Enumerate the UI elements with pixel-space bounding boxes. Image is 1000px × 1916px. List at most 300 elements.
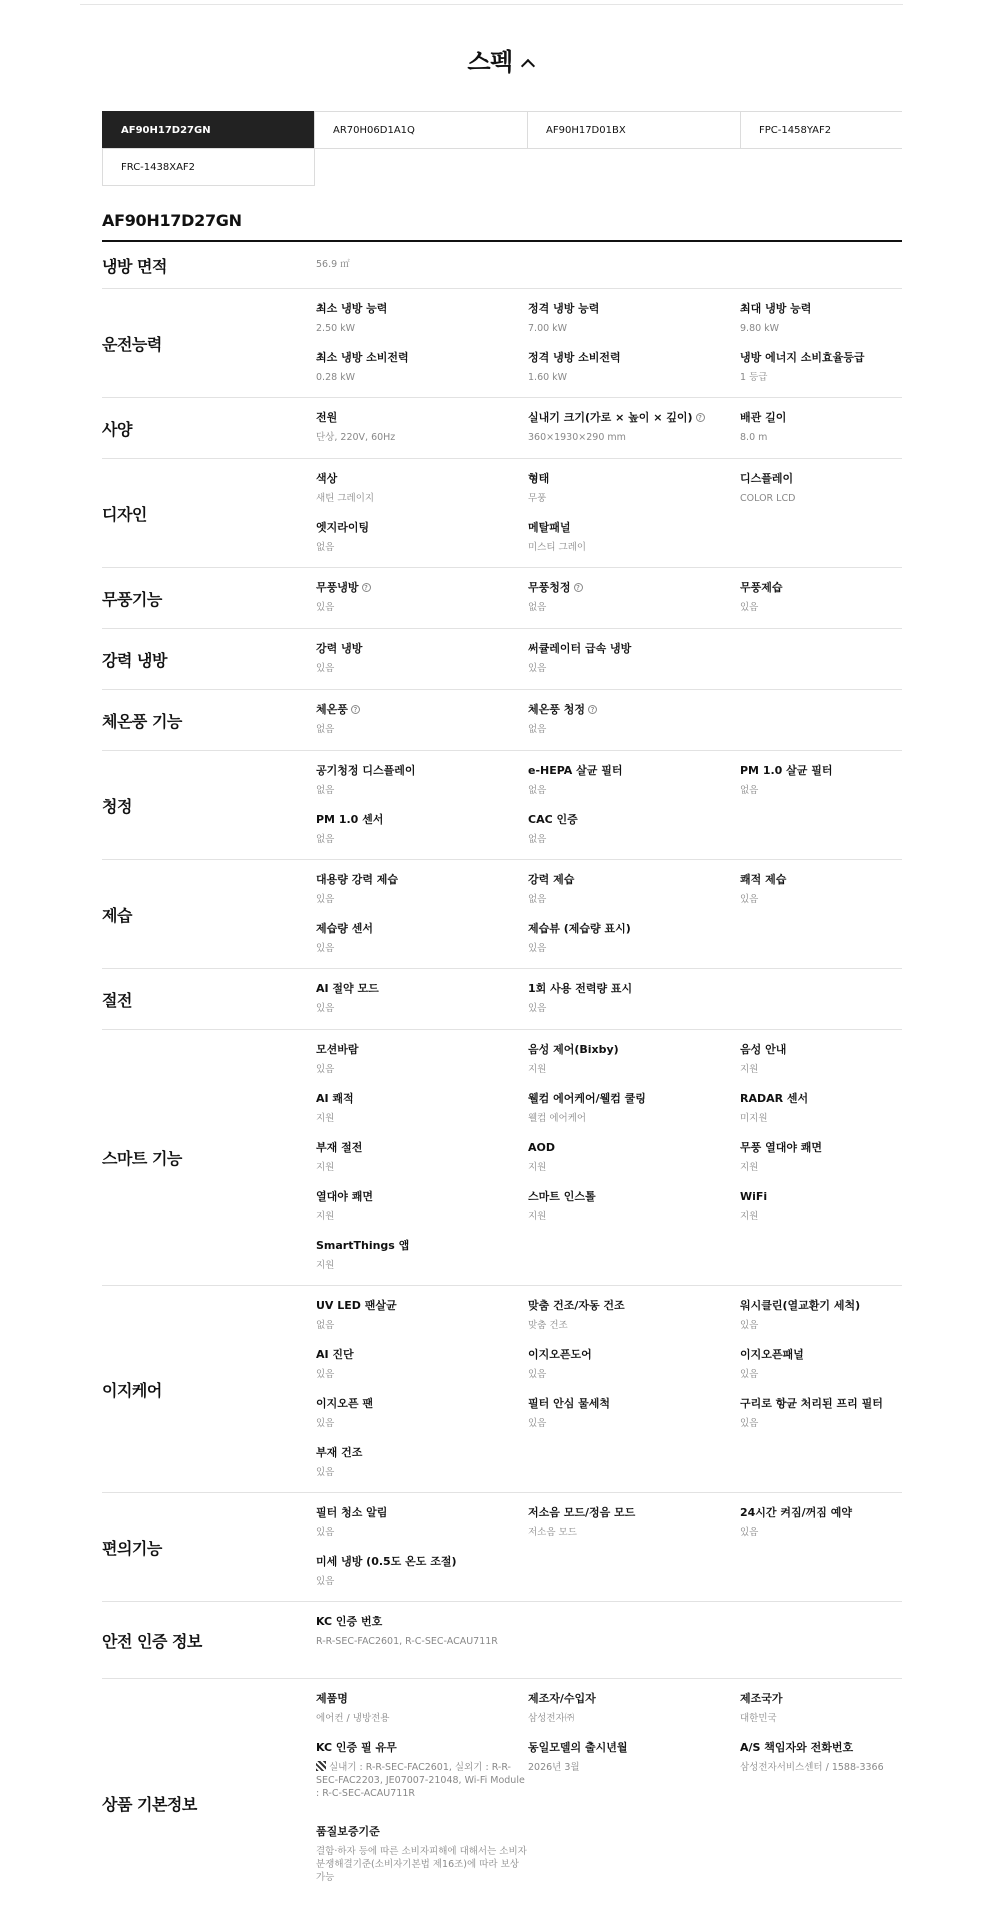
spec-name xyxy=(528,812,740,828)
help-icon[interactable]: ? xyxy=(588,705,597,714)
spec-name xyxy=(528,1042,740,1058)
section-grid xyxy=(316,690,902,751)
spec-name-text: 웰컴 에어케어/웰컴 쿨링 xyxy=(528,1092,646,1105)
spec-value-text: 없음 xyxy=(316,785,335,796)
spec-value-text: 지원 xyxy=(316,1113,335,1124)
section-grid xyxy=(316,751,902,861)
spec-name-text: PM 1.0 살균 필터 xyxy=(740,764,833,777)
spec-value-text: 있음 xyxy=(316,1369,335,1380)
spec-value xyxy=(316,322,528,335)
spec-value xyxy=(528,1063,740,1076)
spec-value-text: 있음 xyxy=(528,943,547,954)
spec-name-text: 대용량 강력 제습 xyxy=(316,873,399,886)
spec-item xyxy=(316,299,528,348)
spec-value xyxy=(316,1466,528,1479)
spec-section xyxy=(102,969,902,1030)
spec-name-text: 필터 청소 알림 xyxy=(316,1506,388,1519)
spec-value xyxy=(316,1210,528,1223)
spec-value xyxy=(528,371,740,384)
spec-name xyxy=(316,1614,528,1630)
spec-name xyxy=(740,763,902,779)
spec-value-text: 없음 xyxy=(528,602,547,613)
spec-name xyxy=(316,471,528,487)
spec-item xyxy=(316,700,528,749)
section-label: 상품 기본정보 xyxy=(102,1795,197,1814)
section-label: 무풍기능 xyxy=(102,589,162,609)
section-grid xyxy=(316,459,902,569)
spec-name-text: 동일모델의 출시년월 xyxy=(528,1741,628,1754)
spec-name xyxy=(316,641,528,657)
spec-item xyxy=(316,348,528,397)
spec-value-text: 없음 xyxy=(528,894,547,905)
spec-name-text: CAC 인증 xyxy=(528,813,578,826)
tab-model-1[interactable]: AF90H17D27GN xyxy=(102,111,315,149)
spec-value xyxy=(316,833,528,846)
spec-section xyxy=(102,1493,902,1602)
spec-name-text: 공기청정 디스플레이 xyxy=(316,764,416,777)
spec-name-text: 품질보증기준 xyxy=(316,1825,380,1838)
spec-name-text: 부재 건조 xyxy=(316,1446,363,1459)
help-icon[interactable]: ? xyxy=(574,583,583,592)
spec-item xyxy=(528,810,740,859)
spec-name-text: 이지오픈 팬 xyxy=(316,1397,373,1410)
spec-value xyxy=(316,662,528,675)
spec-item xyxy=(740,578,902,627)
spec-name xyxy=(528,1140,740,1156)
spec-item xyxy=(316,1138,528,1187)
spec-value-text: 없음 xyxy=(740,785,759,796)
spec-name-text: 무풍 열대야 쾌면 xyxy=(740,1141,823,1154)
spec-item xyxy=(740,1394,902,1443)
spec-name xyxy=(316,1189,528,1205)
section-grid xyxy=(316,1030,902,1287)
spec-name-text: A/S 책임자와 전화번호 xyxy=(740,1741,854,1754)
spec-value-text: 있음 xyxy=(740,1418,759,1429)
spec-value-text: 없음 xyxy=(316,834,335,845)
spec-value-text: 지원 xyxy=(528,1211,547,1222)
spec-value-text: 1.60 kW xyxy=(528,372,568,383)
spec-value-text: R-R-SEC-FAC2601, R-C-SEC-ACAU711R xyxy=(316,1636,498,1647)
spec-value-text: 지원 xyxy=(316,1211,335,1222)
spec-value xyxy=(740,1712,902,1725)
spec-item xyxy=(528,1345,740,1394)
spec-item xyxy=(528,469,740,518)
spec-item xyxy=(528,578,740,627)
spec-value-text: 56.9 ㎡ xyxy=(316,259,350,270)
spec-item xyxy=(528,1089,740,1138)
spec-item xyxy=(740,1138,902,1187)
spec-item xyxy=(316,1612,528,1682)
spec-item xyxy=(316,1345,528,1394)
spec-value xyxy=(740,893,902,906)
section-label: 편의기능 xyxy=(102,1538,162,1558)
spec-name xyxy=(528,1189,740,1205)
spec-value-text: 삼성전자서비스센터 / 1588-3366 xyxy=(740,1762,884,1773)
spec-value xyxy=(528,322,740,335)
spec-name-text: 냉방 에너지 소비효율등급 xyxy=(740,351,865,364)
section-grid xyxy=(316,568,902,629)
spec-item xyxy=(740,469,902,518)
spec-name-text: KC 인증 번호 xyxy=(316,1615,383,1628)
spec-header[interactable] xyxy=(0,42,1000,77)
section-label: 청정 xyxy=(102,796,132,816)
spec-name-text: 음성 안내 xyxy=(740,1043,787,1056)
spec-name-text: 최소 냉방 소비전력 xyxy=(316,351,409,364)
spec-section xyxy=(102,459,902,568)
spec-value xyxy=(740,1526,902,1539)
spec-item xyxy=(740,348,902,397)
spec-name-text: 무풍제습 xyxy=(740,581,783,594)
spec-value-text: 미지원 xyxy=(740,1113,768,1124)
spec-name xyxy=(528,872,740,888)
spec-name xyxy=(528,763,740,779)
tab-model-5[interactable]: FRC-1438XAF2 xyxy=(102,148,315,186)
spec-name xyxy=(528,1505,740,1521)
spec-name-text: 정격 냉방 능력 xyxy=(528,302,600,315)
spec-value-text: 지원 xyxy=(740,1211,759,1222)
spec-item xyxy=(316,1822,528,1883)
spec-title: 스펙 xyxy=(467,48,513,76)
spec-item xyxy=(740,1503,902,1552)
spec-value-text: 있음 xyxy=(316,1418,335,1429)
spec-section xyxy=(102,398,902,459)
section-label: 사양 xyxy=(102,419,132,439)
spec-name xyxy=(528,350,740,366)
spec-name xyxy=(740,1740,902,1756)
spec-name xyxy=(316,301,528,317)
spec-name xyxy=(316,763,528,779)
spec-item xyxy=(528,408,740,457)
spec-item xyxy=(528,639,740,688)
spec-name xyxy=(740,471,902,487)
spec-value xyxy=(528,1002,740,1015)
spec-value-text: COLOR LCD xyxy=(740,493,796,504)
spec-value xyxy=(740,784,902,797)
spec-value xyxy=(740,1368,902,1381)
spec-item xyxy=(528,1040,740,1089)
spec-value xyxy=(740,1112,902,1125)
spec-name-text: RADAR 센서 xyxy=(740,1092,809,1105)
spec-value-text: 결함·하자 등에 따른 소비자피해에 대해서는 소비자분쟁해결기준(소비자기본법 제16조)에 따라 보상가능 xyxy=(316,1846,527,1883)
section-grid xyxy=(316,1493,902,1603)
spec-name xyxy=(528,702,740,718)
spec-value-text: 지원 xyxy=(528,1162,547,1173)
spec-value xyxy=(528,1112,740,1125)
spec-value xyxy=(316,541,528,554)
spec-name-text: 스마트 인스톨 xyxy=(528,1190,596,1203)
section-grid xyxy=(316,629,902,690)
spec-item xyxy=(316,919,528,968)
spec-value-text: 있음 xyxy=(740,1320,759,1331)
help-icon[interactable]: ? xyxy=(696,413,705,422)
spec-item xyxy=(528,1296,740,1345)
tab-model-3[interactable]: AF90H17D01BX xyxy=(527,111,741,149)
spec-name xyxy=(316,872,528,888)
spec-name-text: AI 진단 xyxy=(316,1348,354,1361)
section-grid xyxy=(316,398,902,459)
spec-value xyxy=(316,1575,528,1588)
spec-value-text: 있음 xyxy=(528,1418,547,1429)
spec-value xyxy=(528,1319,740,1332)
spec-item xyxy=(528,919,740,968)
section-grid xyxy=(316,1286,902,1494)
spec-name-text: 강력 제습 xyxy=(528,873,575,886)
spec-name-text: 쾌적 제습 xyxy=(740,873,787,886)
spec-name-text: AI 절약 모드 xyxy=(316,982,379,995)
spec-name-text: 체온풍 xyxy=(316,703,348,716)
spec-value-text: 1 등급 xyxy=(740,372,768,383)
spec-item xyxy=(740,1187,902,1236)
spec-value-text: 있음 xyxy=(740,1527,759,1538)
spec-value-text: 지원 xyxy=(316,1260,335,1271)
spec-name-text: 24시간 켜짐/꺼짐 예약 xyxy=(740,1506,852,1519)
section-label: 스마트 기능 xyxy=(102,1149,182,1168)
qr-code-icon xyxy=(316,1761,326,1771)
spec-value-text: 맞춤 건조 xyxy=(528,1320,568,1331)
spec-name-text: 제습뷰 (제습량 표시) xyxy=(528,922,631,935)
spec-name-text: 제습량 센서 xyxy=(316,922,373,935)
spec-value-text: 없음 xyxy=(316,542,335,553)
spec-name xyxy=(316,1042,528,1058)
spec-value xyxy=(316,893,528,906)
spec-section xyxy=(102,690,902,751)
spec-name xyxy=(316,1445,528,1461)
spec-name-text: 실내기 크기(가로 × 높이 × 깊이) xyxy=(528,411,693,424)
spec-item xyxy=(316,1040,528,1089)
spec-item xyxy=(316,408,528,457)
spec-name xyxy=(316,981,528,997)
spec-name-text: SmartThings 앱 xyxy=(316,1239,410,1252)
spec-item xyxy=(528,348,740,397)
spec-name-text: 모션바람 xyxy=(316,1043,359,1056)
spec-name xyxy=(316,1740,528,1756)
spec-name xyxy=(528,1691,740,1707)
spec-value xyxy=(316,1635,528,1648)
spec-name xyxy=(528,641,740,657)
spec-value-text: 있음 xyxy=(316,1064,335,1075)
spec-name xyxy=(740,1505,902,1521)
spec-value xyxy=(316,1417,528,1430)
spec-name-text: 최소 냉방 능력 xyxy=(316,302,388,315)
spec-name-text: 이지오픈패널 xyxy=(740,1348,804,1361)
spec-name-text: 음성 제어(Bixby) xyxy=(528,1043,619,1056)
spec-item xyxy=(740,1738,902,1787)
spec-section xyxy=(102,289,902,398)
spec-value xyxy=(528,942,740,955)
spec-value-text: 360×1930×290 mm xyxy=(528,432,626,443)
section-grid xyxy=(316,1602,902,1684)
spec-name-text: 구리로 항균 처리된 프리 필터 xyxy=(740,1397,883,1410)
spec-value-text: 있음 xyxy=(316,1467,335,1478)
spec-value xyxy=(316,371,528,384)
spec-name-text: 최대 냉방 능력 xyxy=(740,302,812,315)
spec-name xyxy=(316,812,528,828)
spec-value xyxy=(528,1417,740,1430)
spec-value-text: 지원 xyxy=(528,1064,547,1075)
spec-name-text: 맞춤 건조/자동 건조 xyxy=(528,1299,625,1312)
spec-name-text: 엣지라이팅 xyxy=(316,521,370,534)
spec-name xyxy=(740,350,902,366)
section-label: 강력 냉방 xyxy=(102,650,167,670)
spec-value xyxy=(528,1368,740,1381)
spec-name xyxy=(316,1691,528,1707)
spec-value xyxy=(316,723,528,736)
chevron-up-icon[interactable] xyxy=(521,59,535,73)
spec-name xyxy=(316,1347,528,1363)
spec-item xyxy=(528,299,740,348)
spec-value xyxy=(528,1526,740,1539)
spec-name-text: 형태 xyxy=(528,472,550,485)
spec-name xyxy=(528,1396,740,1412)
spec-value xyxy=(528,662,740,675)
spec-value xyxy=(740,492,902,505)
spec-name-text: 배관 길이 xyxy=(740,411,787,424)
spec-name xyxy=(740,1042,902,1058)
spec-value xyxy=(528,833,740,846)
spec-name-text: 메탈패널 xyxy=(528,521,571,534)
spec-name xyxy=(740,1396,902,1412)
help-icon[interactable]: ? xyxy=(362,583,371,592)
spec-name-text: 무풍냉방 xyxy=(316,581,359,594)
spec-item xyxy=(740,1689,902,1738)
spec-item xyxy=(316,1089,528,1138)
spec-name xyxy=(316,1238,528,1254)
spec-value-text: 있음 xyxy=(740,1369,759,1380)
spec-value xyxy=(740,431,902,444)
spec-name xyxy=(316,1554,528,1570)
spec-name xyxy=(528,471,740,487)
spec-value xyxy=(528,784,740,797)
spec-name-text: 부재 절전 xyxy=(316,1141,363,1154)
spec-value-text: 지원 xyxy=(740,1162,759,1173)
spec-value-text: 있음 xyxy=(316,1527,335,1538)
tab-model-4[interactable]: FPC-1458YAF2 xyxy=(740,111,902,149)
spec-value xyxy=(316,942,528,955)
spec-name-text: 정격 냉방 소비전력 xyxy=(528,351,621,364)
spec-name xyxy=(316,1091,528,1107)
spec-name-text: 전원 xyxy=(316,411,338,424)
spec-item xyxy=(316,1689,528,1738)
spec-name-text: 필터 안심 물세척 xyxy=(528,1397,611,1410)
spec-item xyxy=(316,1552,528,1601)
section-grid xyxy=(316,969,902,1030)
spec-value xyxy=(528,431,740,444)
spec-value-text: 없음 xyxy=(316,724,335,735)
spec-item xyxy=(740,1040,902,1089)
tab-model-2[interactable]: AR70H06D1A1Q xyxy=(314,111,528,149)
section-label: 이지케어 xyxy=(102,1380,162,1400)
spec-item xyxy=(316,1236,528,1285)
section-grid xyxy=(316,1679,902,1883)
spec-value xyxy=(316,258,528,271)
spec-item xyxy=(740,408,902,457)
spec-item xyxy=(316,1187,528,1236)
spec-item xyxy=(316,761,528,810)
spec-item xyxy=(528,700,740,749)
spec-value xyxy=(740,1761,902,1774)
spec-name xyxy=(528,301,740,317)
spec-value xyxy=(740,601,902,614)
spec-item xyxy=(528,1503,740,1552)
spec-name xyxy=(528,1740,740,1756)
spec-name-text: WiFi xyxy=(740,1190,768,1203)
spec-value-text: 웰컴 에어케어 xyxy=(528,1113,587,1124)
spec-value-text: 9.80 kW xyxy=(740,323,780,334)
spec-name xyxy=(528,981,740,997)
spec-value-text: 8.0 m xyxy=(740,432,768,443)
spec-name-text: 1회 사용 전력량 표시 xyxy=(528,982,633,995)
spec-value xyxy=(740,1161,902,1174)
spec-name-text: AI 쾌적 xyxy=(316,1092,354,1105)
spec-item xyxy=(740,1089,902,1138)
spec-value xyxy=(528,492,740,505)
spec-section xyxy=(102,1602,902,1679)
spec-value xyxy=(528,893,740,906)
spec-value-text: 지원 xyxy=(740,1064,759,1075)
spec-item xyxy=(316,469,528,518)
spec-value-text: 없음 xyxy=(528,724,547,735)
spec-item xyxy=(316,1738,528,1822)
spec-value xyxy=(316,1002,528,1015)
spec-item xyxy=(528,1689,740,1738)
spec-item xyxy=(316,1443,528,1492)
spec-name xyxy=(740,1189,902,1205)
spec-value xyxy=(528,1161,740,1174)
spec-name xyxy=(740,1691,902,1707)
spec-name-text: 색상 xyxy=(316,472,338,485)
spec-value xyxy=(528,601,740,614)
help-icon[interactable]: ? xyxy=(351,705,360,714)
spec-value xyxy=(316,784,528,797)
spec-value xyxy=(316,431,528,444)
spec-value xyxy=(528,1210,740,1223)
spec-value xyxy=(316,1112,528,1125)
spec-section xyxy=(102,629,902,690)
spec-name xyxy=(528,921,740,937)
spec-name xyxy=(740,1091,902,1107)
spec-name xyxy=(528,1091,740,1107)
spec-value xyxy=(740,1063,902,1076)
spec-name xyxy=(316,1824,528,1840)
spec-item xyxy=(740,299,902,348)
spec-value xyxy=(316,1761,528,1800)
spec-name xyxy=(740,301,902,317)
spec-item xyxy=(316,518,528,567)
spec-value xyxy=(528,1761,740,1774)
spec-name-text: 제품명 xyxy=(316,1692,348,1705)
spec-section xyxy=(102,751,902,860)
spec-section xyxy=(102,1030,902,1286)
spec-value xyxy=(528,723,740,736)
spec-name-text: KC 인증 필 유무 xyxy=(316,1741,397,1754)
spec-value xyxy=(740,371,902,384)
spec-item xyxy=(528,979,740,1028)
spec-item xyxy=(740,870,902,919)
spec-name-text: 제조국가 xyxy=(740,1692,783,1705)
spec-value-text: 없음 xyxy=(528,785,547,796)
spec-value-text: 없음 xyxy=(528,834,547,845)
spec-item xyxy=(528,1138,740,1187)
spec-value xyxy=(316,1845,528,1884)
spec-name-text: UV LED 팬살균 xyxy=(316,1299,397,1312)
spec-item xyxy=(316,810,528,859)
model-title: AF90H17D27GN xyxy=(102,211,242,230)
spec-value xyxy=(316,1526,528,1539)
spec-name-text: 강력 냉방 xyxy=(316,642,363,655)
spec-value-text: 있음 xyxy=(740,894,759,905)
section-label: 안전 인증 정보 xyxy=(102,1631,202,1651)
spec-name xyxy=(316,1140,528,1156)
